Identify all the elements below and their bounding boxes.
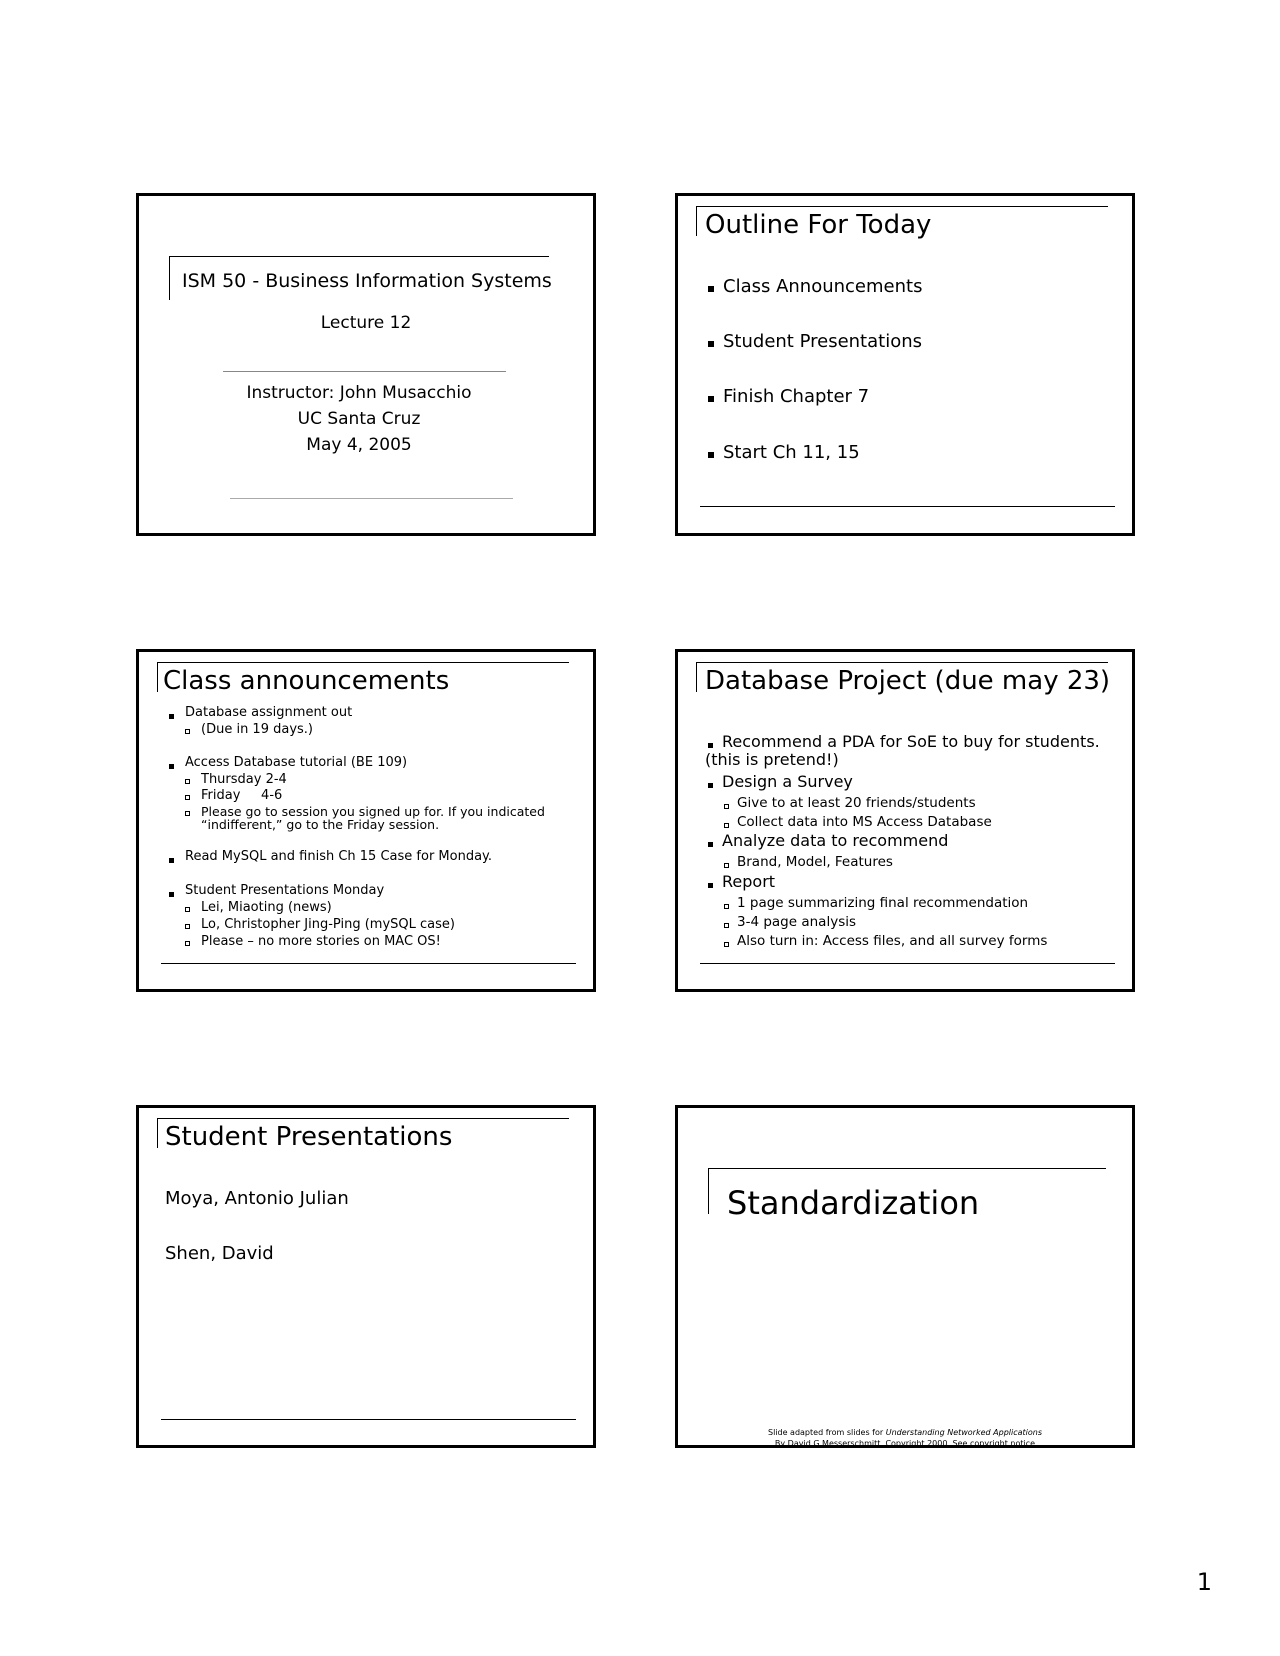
announcement: Access Database tutorial (BE 109): [185, 755, 408, 770]
credit-book: Understanding Networked Applications: [885, 1428, 1043, 1437]
course-title: ISM 50 - Business Information Systems: [182, 270, 552, 292]
announcement: Student Presentations Monday: [185, 883, 385, 898]
project-sub: Brand, Model, Features: [737, 854, 893, 870]
announcement-sub: Friday 4-6: [201, 788, 283, 803]
project-item: Design a Survey: [722, 772, 853, 791]
section-title: Standardization: [727, 1184, 980, 1222]
date: May 4, 2005: [306, 435, 412, 455]
project-sub: Also turn in: Access files, and all survey forms: [737, 933, 1048, 949]
outline-item: Finish Chapter 7: [723, 386, 870, 407]
presenter: Moya, Antonio Julian: [165, 1188, 349, 1209]
instructor: Instructor: John Musacchio: [246, 383, 472, 403]
school: UC Santa Cruz: [297, 409, 421, 429]
project-sub: 1 page summarizing final recommendation: [737, 895, 1029, 911]
project-sub: Collect data into MS Access Database: [737, 814, 992, 830]
project-sub: 3-4 page analysis: [737, 914, 857, 930]
page-number: 1: [1196, 1568, 1212, 1596]
outline-item: Start Ch 11, 15: [723, 442, 860, 463]
announcement-sub: Please go to session you signed up for. If you indicated: [201, 804, 545, 819]
announcement: Read MySQL and finish Ch 15 Case for Monday.: [185, 849, 493, 864]
project-item: Report: [722, 872, 776, 891]
slide-outline: [675, 193, 1135, 536]
slide-heading: Outline For Today: [705, 210, 932, 240]
announcement-sub: Lei, Miaoting (news): [201, 900, 332, 915]
slide-title: [136, 193, 596, 536]
slide-announcements: [136, 649, 596, 992]
announcement-sub: Please – no more stories on MAC OS!: [201, 934, 441, 949]
slide-heading: Student Presentations: [165, 1122, 453, 1152]
announcement-sub: Thursday 2-4: [201, 772, 287, 787]
project-item-cont: (this is pretend!): [705, 750, 839, 769]
slide-database-project: [675, 649, 1135, 992]
announcement-sub-cont: “indifferent,” go to the Friday session.: [201, 817, 440, 832]
presenter: Shen, David: [165, 1243, 274, 1264]
slide-heading: Class announcements: [163, 666, 450, 696]
announcement: Database assignment out: [185, 705, 353, 720]
slide-standardization: [675, 1105, 1135, 1448]
slide-heading: Database Project (due may 23): [705, 666, 1111, 696]
announcement-sub: Lo, Christopher Jing-Ping (mySQL case): [201, 917, 455, 932]
lecture-number: Lecture 12: [320, 313, 412, 333]
outline-item: Class Announcements: [723, 276, 923, 297]
credit-line: [678, 1428, 1132, 1437]
project-item: Analyze data to recommend: [722, 831, 949, 850]
project-item: Recommend a PDA for SoE to buy for students.: [722, 732, 1100, 751]
credit-line: By David G Messerschmitt. Copyright 2000. See copyright notice: [774, 1439, 1036, 1448]
announcement-sub: (Due in 19 days.): [201, 722, 313, 737]
outline-item: Student Presentations: [723, 331, 923, 352]
credit-text: Slide adapted from slides for: [767, 1428, 886, 1437]
slide-student-presentations: [136, 1105, 596, 1448]
project-sub: Give to at least 20 friends/students: [737, 795, 976, 811]
